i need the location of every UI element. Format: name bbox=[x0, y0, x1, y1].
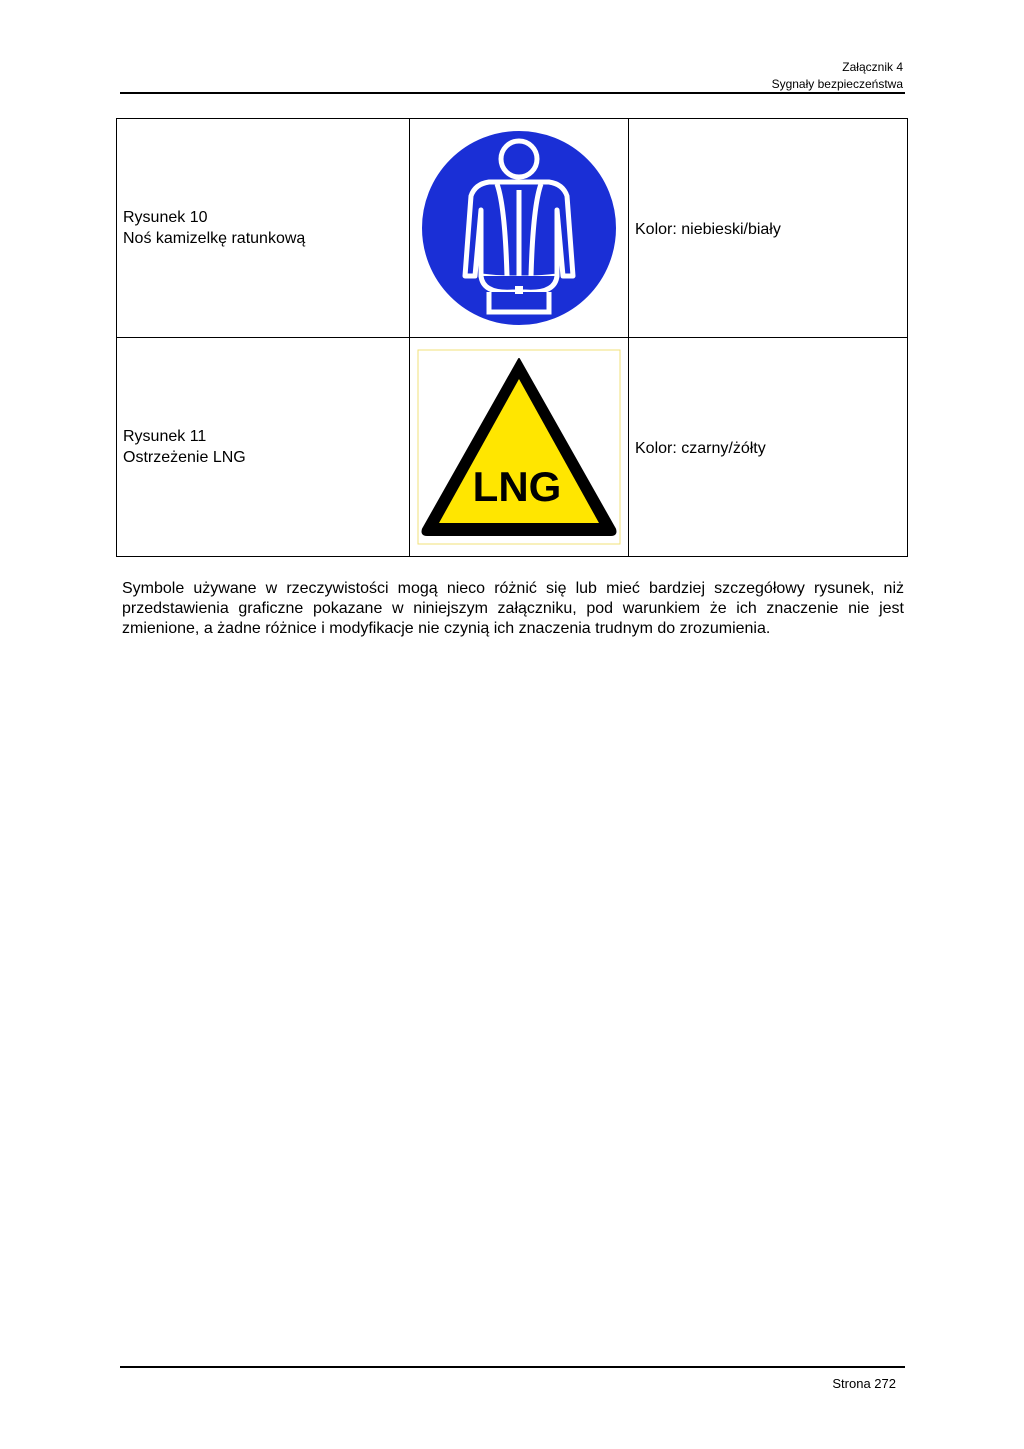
figure-number: Rysunek 10 bbox=[123, 209, 208, 226]
sign-color-cell bbox=[629, 119, 908, 338]
life-jacket-icon bbox=[417, 126, 621, 330]
header-annex: Załącznik 4 bbox=[842, 60, 903, 74]
sign-label-cell bbox=[117, 338, 410, 557]
header-subtitle: Sygnały bezpieczeństwa bbox=[771, 77, 903, 91]
header-rule bbox=[120, 92, 905, 94]
figure-title: Ostrzeżenie LNG bbox=[123, 449, 246, 466]
lng-sign-text: LNG bbox=[472, 463, 562, 510]
lng-warning-icon bbox=[417, 349, 621, 545]
page-number: Strona 272 bbox=[832, 1376, 896, 1391]
sign-color-cell bbox=[629, 338, 908, 557]
table-row bbox=[117, 338, 908, 557]
disclaimer-paragraph: Symbole używane w rzeczywistości mogą nieco różnić się lub mieć bardziej szczegółowy rysunek, niż przedstawienia graficzne pokazane w niniejszym załączniku, pod warunkiem że ich znaczenie nie jest zmienione, a żadne różnice i modyfikacje nie czynią ich znaczenia trudnym do zrozumienia. bbox=[122, 580, 904, 637]
page-header bbox=[772, 59, 903, 93]
sign-image-cell bbox=[410, 338, 629, 557]
sign-label-cell bbox=[117, 119, 410, 338]
color-description: Kolor: niebieski/biały bbox=[635, 221, 781, 238]
footer-rule bbox=[120, 1366, 905, 1368]
color-description: Kolor: czarny/żółty bbox=[635, 440, 766, 457]
signs-table bbox=[116, 118, 908, 557]
figure-title: Noś kamizelkę ratunkową bbox=[123, 230, 306, 247]
table-row bbox=[117, 119, 908, 338]
figure-number: Rysunek 11 bbox=[123, 428, 207, 445]
sign-image-cell bbox=[410, 119, 629, 338]
